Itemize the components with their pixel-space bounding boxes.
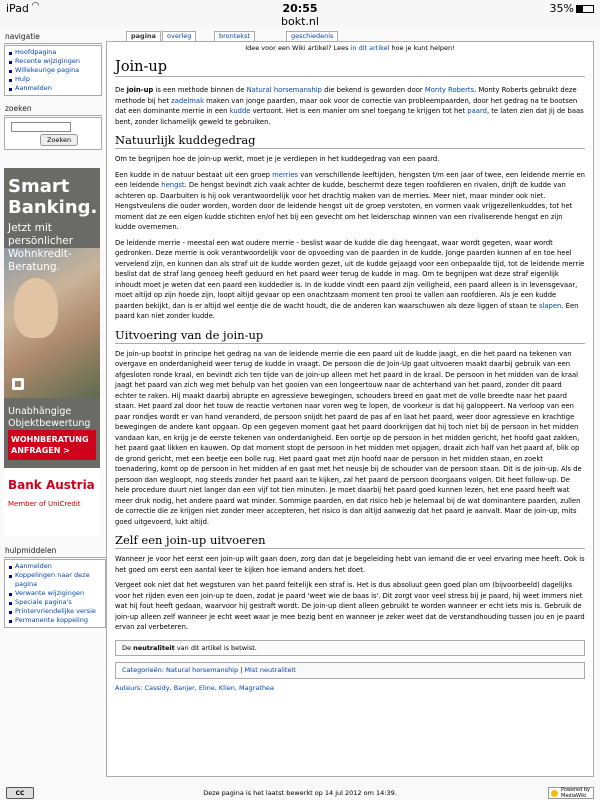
tab-brontekst[interactable]: brontekst — [214, 31, 255, 41]
section-heading: Uitvoering van de join-up — [115, 328, 585, 344]
address-bar-url[interactable]: bokt.nl — [281, 15, 319, 28]
ios-status-bar — [0, 0, 600, 28]
ad-cta-button[interactable]: WOHNBERATUNG ANFRAGEN > — [8, 430, 96, 460]
ad-text: Jetzt mit persönlicher Wohnkredit-Beratung. — [8, 222, 74, 273]
clock: 20:55 — [282, 2, 318, 15]
tools-item[interactable]: Koppelingen naar deze pagina — [8, 571, 102, 589]
link[interactable]: paard — [467, 107, 487, 115]
nav-item[interactable]: Aanmelden — [8, 84, 98, 93]
search-portlet — [4, 102, 102, 150]
battery-fill — [577, 6, 583, 12]
tools-item[interactable]: Verwante wijzigingen — [8, 589, 102, 598]
link[interactable]: Natural horsemanship — [246, 86, 322, 94]
paragraph: Vergeet ook niet dat het wegsturen van het paard feitelijk een straf is. Het is dus absoluut geen goed plan om (bijvoorbeeld) dagelijks voor het rijden even een join-up te doen, zodat je paard 'weet wie de baas is'. Dit zorgt voor veel stress bij je paard, hij weet immers niet wat hij fout heeft gedaan, waarvoor hij gestraft wordt. De join-up dient alleen gebruikt te worden wanneer er echt iets mis is. Gebruik de join-up alleen zelf wanneer je echt weet waar je mee bezig bent en wanneer je zeker weet dat de verstandhouding tussen jou en je paard ervan zal verbeteren. — [115, 581, 585, 631]
link[interactable]: hengst — [161, 181, 185, 189]
link[interactable]: zadelmak — [171, 96, 205, 105]
ad-member: Member of UniCredit — [8, 500, 81, 508]
cc-license-badge[interactable]: CC — [6, 787, 34, 799]
search-button[interactable]: Zoeken — [40, 134, 78, 146]
nav-item[interactable]: Hoofdpagina — [8, 48, 98, 57]
tools-item[interactable]: Permanente koppeling — [8, 616, 102, 625]
ad-subtext: Unabhängige Objektbewertung — [8, 406, 91, 429]
neutrality-notice: De neutraliteit van dit artikel is betwist. — [115, 640, 585, 657]
ad-headline: Smart Banking. — [8, 176, 98, 218]
link[interactable]: Monty Roberts — [424, 86, 475, 94]
search-title: zoeken — [4, 102, 102, 116]
nav-item[interactable]: Willekeurige pagina — [8, 66, 98, 75]
category-link[interactable]: Natural horsemanship — [166, 666, 239, 674]
link[interactable]: slapen — [538, 301, 562, 310]
battery-icon — [576, 5, 594, 13]
section-heading: Zelf een join-up uitvoeren — [115, 533, 585, 549]
category-box: Categorieën: Natural horsemanship | Mist neutraliteit — [115, 662, 585, 679]
categories-label[interactable]: Categorieën: — [122, 666, 164, 674]
mediawiki-icon — [551, 790, 558, 797]
ad-photo-child — [14, 278, 58, 338]
intro-paragraph: De join-up is een methode binnen de Natural horsemanship die bekend is geworden door Monty Roberts. Monty Roberts gebruikt deze methode bij het zadelmak maken van jonge paarden, maar ook voor de correctie van probleempaarden, door het gedrag na te bootsen dat een dominante merrie in een kudde vertoont. Het is een manier om snel toegang te krijgen tot het paard, te laten zien dat jij de baas bent, zonder lichamelijk geweld te gebruiken. — [115, 86, 584, 126]
paragraph: De leidende merrie - meestal een wat oudere merrie - beslist waar de kudde die dag heengaat, waar wordt gegeten, waar wordt gedronken. Deze merrie is ook verantwoordelijk voor de opvoeding van de paarden in de kudde. Jonge paarden kunnen af en toe heel vervelend zijn, en kunnen dan als straf uit de kudde worden gezet, uit de kudde gejaagd voor een onbepaalde tijd, tot de leidende merrie beslist dat de straf lang genoeg heeft geduurd en het paard weer terug de kudde in mag. Om te begrijpen wat deze straf eigenlijk inhoudt moet je weten dat een paard een kuddedier is. In de kudde vindt een paard zijn veiligheid, een paard alleen is in levensgevaar, moet altijd op zijn hoede zijn, loopt altijd gevaar op een onachtzaam moment ten prooi te vallen aan roofdieren. Als je een kudde paarden bekijkt, dan is er altijd wel eentje die de wacht houdt, die de anderen kan waarschuwen als deze liggen of staan te slapen. Een paard kan niet zonder kudde. — [115, 238, 585, 320]
wifi-icon: ◜◝ — [32, 1, 39, 11]
search-input[interactable] — [11, 122, 71, 132]
nav-item[interactable]: Hulp — [8, 75, 98, 84]
category-link[interactable]: Mist neutraliteit — [244, 666, 296, 674]
tab-geschiedenis[interactable]: geschiedenis — [286, 31, 338, 41]
nav-item[interactable]: Recente wijzigingen — [8, 57, 98, 66]
paragraph: Om te begrijpen hoe de join-up werkt, moet je je verdiepen in het kuddegedrag van een paard. — [115, 155, 440, 163]
lock-icon — [12, 378, 24, 390]
link[interactable]: kudde — [229, 107, 251, 115]
footer — [0, 784, 600, 800]
tools-title: hulpmiddelen — [4, 544, 106, 558]
content-area — [106, 41, 594, 777]
battery-indicator — [550, 2, 594, 15]
notice-link[interactable]: in dit artikel — [350, 44, 390, 52]
tools-portlet — [4, 544, 106, 628]
device-label: iPad — [6, 2, 29, 15]
tools-item[interactable]: Aanmelden — [8, 562, 102, 571]
tools-item[interactable]: Printervriendelijke versie — [8, 607, 102, 616]
sidebar — [0, 30, 104, 156]
paragraph: Een kudde in de natuur bestaat uit een groep merries van verschillende leeftijden, hengsten t/m een jaar of twee, een leidende merrie en een leidende hengst. De hengst bevindt zich vaak achter de kudde, beschermt deze tegen roofdieren en rivalen, drijft de kudde van achteren op. Daarbuiten is hij ook verantwoordelijk voor het drachtig maken van de merries. Meer niet, maar minder ook niet. Hengstveulens die ouder worden, worden door de leidende hengst uit de groep verstoten, en vormen vaak vrijgezellenkuddes, tot het moment dat ze een eigen kudde stichten en/of het bij een gevecht om het leiderschap winnen van een rivaliserende hengst en zijn kudde overnemen. — [115, 170, 585, 231]
last-modified: Deze pagina is het laatst bewerkt op 14 jul 2012 om 14:39. — [203, 789, 397, 797]
page-title: Join-up — [115, 58, 585, 77]
link[interactable]: merries — [272, 170, 299, 179]
tab-overleg[interactable]: overleg — [162, 31, 196, 41]
section-heading: Natuurlijk kuddegedrag — [115, 133, 585, 149]
ad-bank-name: Bank Austria — [8, 478, 95, 492]
nav-portlet — [4, 30, 102, 96]
mediawiki-badge[interactable]: Powered by MediaWiki — [548, 787, 594, 799]
advertisement[interactable] — [4, 168, 100, 536]
tools-item[interactable]: Speciale pagina's — [8, 598, 102, 607]
nav-title: navigatie — [4, 30, 102, 44]
ad-brand — [4, 468, 100, 536]
tab-pagina[interactable]: pagina — [126, 31, 161, 41]
authors-line[interactable]: Auteurs: Cassidy, Banjer, Eline, Klien, Magrathea — [115, 683, 275, 692]
paragraph: De join-up bootst in principe het gedrag na van de leidende merrie die een paard uit de kudde jaagt, en die het paard na tekenen van overgave en onderdanigheid weer terug de kudde in vraagt. De persoon die de Join-Up gaat uitvoeren maakt daarbij gebruik van een afgesloten ronde kraal, en bevindt zich ten tijde van de join-up alleen met het paard in de kraal. De persoon in het midden van de kraal jaagt het paard van zich weg met behulp van het gooien van een longeertouw naar de achterhand van het paard, zonder dit paard echter te raken. Hij maakt daarbij abrupte en agressieve bewegingen, schouders breed en gaat met de volle breedte naar het paard staan. Het paard zal door het touw de reactie vertonen naar voren weg te lopen, de voorkeur is dat hij galoppeert. Na verloop van een paar rondjes wordt er van hand veranderd, de persoon snijdt het paard de pas af en laat het paard, weer door agressieve en krachtige bewegingen de andere kant opgaan. Op een gegeven moment gaat het paard doorkrijgen dat hij toch niet bij de persoon in het midden vandaan kan, en krijg je de eerste tekenen van onderdanigheid. Een oortje op de persoon in het midden gericht, het hoofd gaat zakken, het paard gaat likken en kauwen. Op dat moment stopt de persoon in het midden met opjagen, draait zich half van het paard af, blik op de grond gericht, met een beetje een bolle rug. Het paard gaat met zijn hoofd naar de persoon in het midden staan, en zoekt toenadering, komt op de persoon in het midden af en gaat met het neusje bij de schouder van de persoon staan. Dit is de join-up. Als de persoon dan wegloopt, nog steeds zonder het paard aan te kijken, zal het paard de persoon doorgaans volgen. Dit heet follow-up. De hele procedure duurt niet langer dan een vijf tot tien minuten. Je moet daarbij het paard goed kunnen lezen, het ene paard heeft wat meer druk nodig, het andere paard wat minder. Sommige paarden, en dat risico heb je helemaal bij de wat dominantere paarden, zullen de correctie die ze krijgen niet zonder meer accepteren, het risico is dan altijd aanwezig dat het paard je aanvalt. Maar de join-up, mits goed uitgevoerd, lukt altijd. — [115, 349, 582, 526]
battery-percent: 35% — [549, 2, 574, 15]
paragraph: Wanneer je voor het eerst een join-up wilt gaan doen, zorg dan dat je begeleiding hebt van iemand die er veel ervaring mee heeft. Ook is het goed om eerst een aantal keer te kijken hoe iemand anders het doet. — [115, 555, 585, 574]
site-notice: Idee voor een Wiki artikel? Lees in dit artikel hoe je kunt helpen! — [245, 44, 455, 52]
